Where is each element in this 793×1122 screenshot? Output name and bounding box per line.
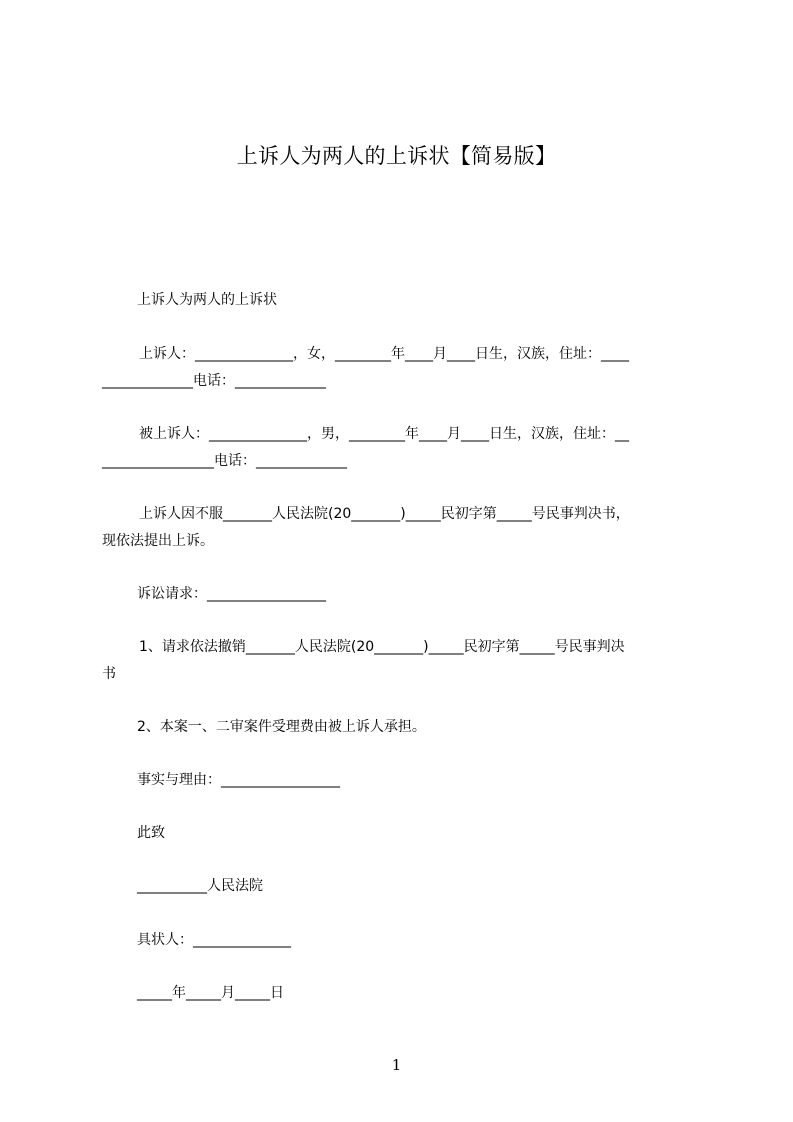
appellee-line-2: ________________电话：_____________	[102, 453, 347, 469]
court-line: __________人民法院	[137, 878, 263, 894]
subtitle: 上诉人为两人的上诉状	[137, 292, 277, 308]
reason-line-1: 上诉人因不服_______人民法院(20_______)_____民初字第_____号民事判决书，	[139, 506, 630, 522]
appellant-line-2: _____________电话：_____________	[102, 373, 326, 389]
appellant-line-1: 上诉人：______________，女，________年____月____日生，汉族，住址：____	[139, 346, 629, 362]
claims-label: 诉讼请求：_________________	[137, 586, 326, 602]
document-title: 上诉人为两人的上诉状【简易版】	[236, 144, 557, 168]
signer-line: 具状人：______________	[137, 932, 291, 948]
claim-2: 2、本案一、二审案件受理费由被上诉人承担。	[137, 719, 426, 735]
date-line: _____年_____月_____日	[137, 985, 284, 1001]
closing: 此致	[137, 825, 165, 841]
claim-1-line-2: 书	[102, 666, 116, 682]
claim-1-line-1: 1、请求依法撤销_______人民法院(20_______)_____民初字第_____号民事判决	[139, 639, 625, 655]
reason-line-2: 现依法提出上诉。	[102, 533, 214, 549]
facts-label: 事实与理由：_________________	[137, 772, 340, 788]
page-number: 1	[391, 1056, 402, 1074]
appellee-line-1: 被上诉人：______________，男，________年____月____日生，汉族，住址：__	[139, 426, 629, 442]
